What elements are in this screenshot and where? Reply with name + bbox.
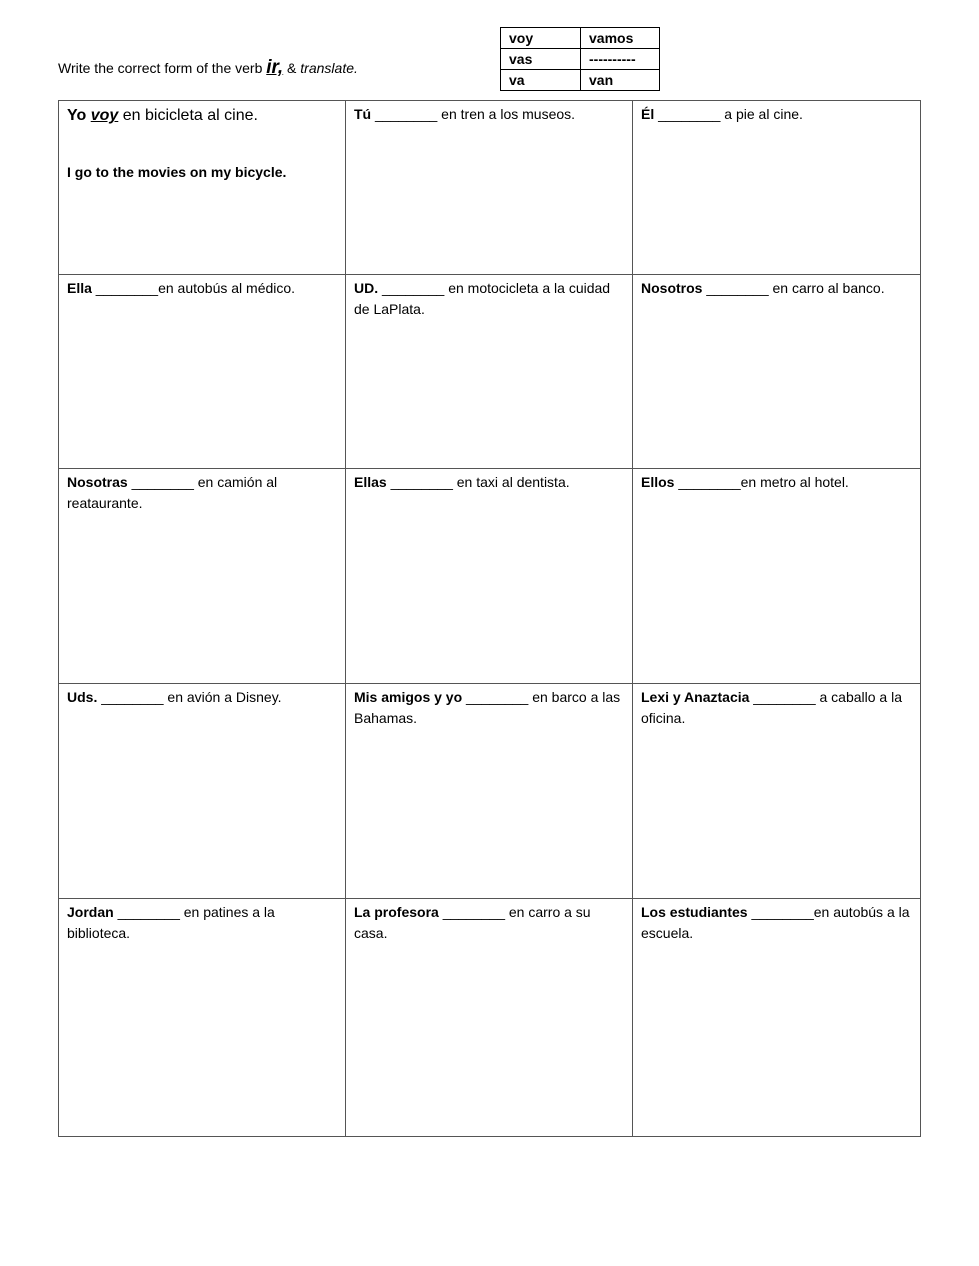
conjugation-cell: vamos (581, 28, 660, 49)
exercise-text: ________en metro al hotel. (674, 474, 849, 490)
exercise-text: ________ en barco a las Bahamas. (354, 689, 621, 726)
exercise-cell (346, 275, 633, 469)
exercise-text: ________en autobús a la escuela. (641, 904, 910, 941)
exercise-text: ________ en patines a la biblioteca. (67, 904, 275, 941)
exercise-text: ________ a caballo a la oficina. (641, 689, 902, 726)
exercise-cell (633, 469, 921, 684)
exercise-row (59, 275, 921, 469)
conjugation-cell: van (581, 70, 660, 91)
exercise-subject: Nosotras (67, 474, 128, 490)
exercise-text: ________ en carro a su casa. (354, 904, 591, 941)
exercise-text: ________ a pie al cine. (654, 106, 803, 122)
example-rest: en bicicleta al cine. (118, 107, 258, 124)
conjugation-row (501, 28, 660, 49)
exercise-text: ________ en taxi al dentista. (386, 474, 570, 490)
conjugation-cell: voy (501, 28, 581, 49)
exercise-cell (633, 101, 921, 275)
exercise-cell (346, 684, 633, 899)
exercise-row (59, 899, 921, 1137)
exercise-cell (59, 275, 346, 469)
exercise-subject: Uds. (67, 689, 98, 705)
exercise-text: ________ en carro al banco. (702, 280, 885, 296)
conjugation-cell: ---------- (581, 49, 660, 70)
exercise-subject: Mis amigos y yo (354, 689, 463, 705)
conjugation-table (500, 27, 660, 91)
instructions-verb: ir, (266, 57, 284, 78)
exercise-cell (633, 899, 921, 1137)
exercise-subject: Nosotros (641, 280, 703, 296)
instructions-prefix: Write the correct form of the verb (58, 60, 267, 76)
exercise-grid (58, 100, 921, 1137)
exercise-subject: Lexi y Anaztacia (641, 689, 750, 705)
instructions (58, 58, 358, 78)
exercise-subject: UD. (354, 280, 379, 296)
conjugation-cell: va (501, 70, 581, 91)
conjugation-row (501, 70, 660, 91)
exercise-subject: Ellas (354, 474, 387, 490)
exercise-cell (346, 469, 633, 684)
exercise-cell (633, 684, 921, 899)
exercise-text: ________ en motocicleta a la cuidad de LaPlata. (354, 280, 611, 317)
exercise-cell (59, 684, 346, 899)
exercise-row (59, 101, 921, 275)
exercise-subject: Ellos (641, 474, 675, 490)
exercise-cell (346, 101, 633, 275)
exercise-text: ________ en avión a Disney. (97, 689, 282, 705)
instructions-translate: translate. (300, 60, 358, 76)
conjugation-cell: vas (501, 49, 581, 70)
exercise-subject: Ella (67, 280, 92, 296)
exercise-cell (59, 899, 346, 1137)
exercise-cell (633, 275, 921, 469)
example-answer: voy (90, 107, 119, 124)
exercise-example (59, 101, 346, 275)
exercise-row (59, 684, 921, 899)
exercise-subject: La profesora (354, 904, 439, 920)
example-sentence (67, 104, 337, 128)
example-subject: Yo (67, 107, 87, 124)
exercise-subject: Jordan (67, 904, 114, 920)
exercise-subject: Los estudiantes (641, 904, 748, 920)
exercise-subject: Él (641, 106, 655, 122)
exercise-text: ________ en tren a los museos. (371, 106, 576, 122)
exercise-cell (346, 899, 633, 1137)
exercise-subject: Tú (354, 106, 372, 122)
exercise-cell (59, 469, 346, 684)
instructions-amp: & (283, 60, 301, 76)
example-translation: I go to the movies on my bicycle. (67, 164, 287, 180)
exercise-row (59, 469, 921, 684)
conjugation-row (501, 49, 660, 70)
exercise-text: ________ en camión al reataurante. (67, 474, 278, 511)
exercise-text: ________en autobús al médico. (91, 280, 296, 296)
